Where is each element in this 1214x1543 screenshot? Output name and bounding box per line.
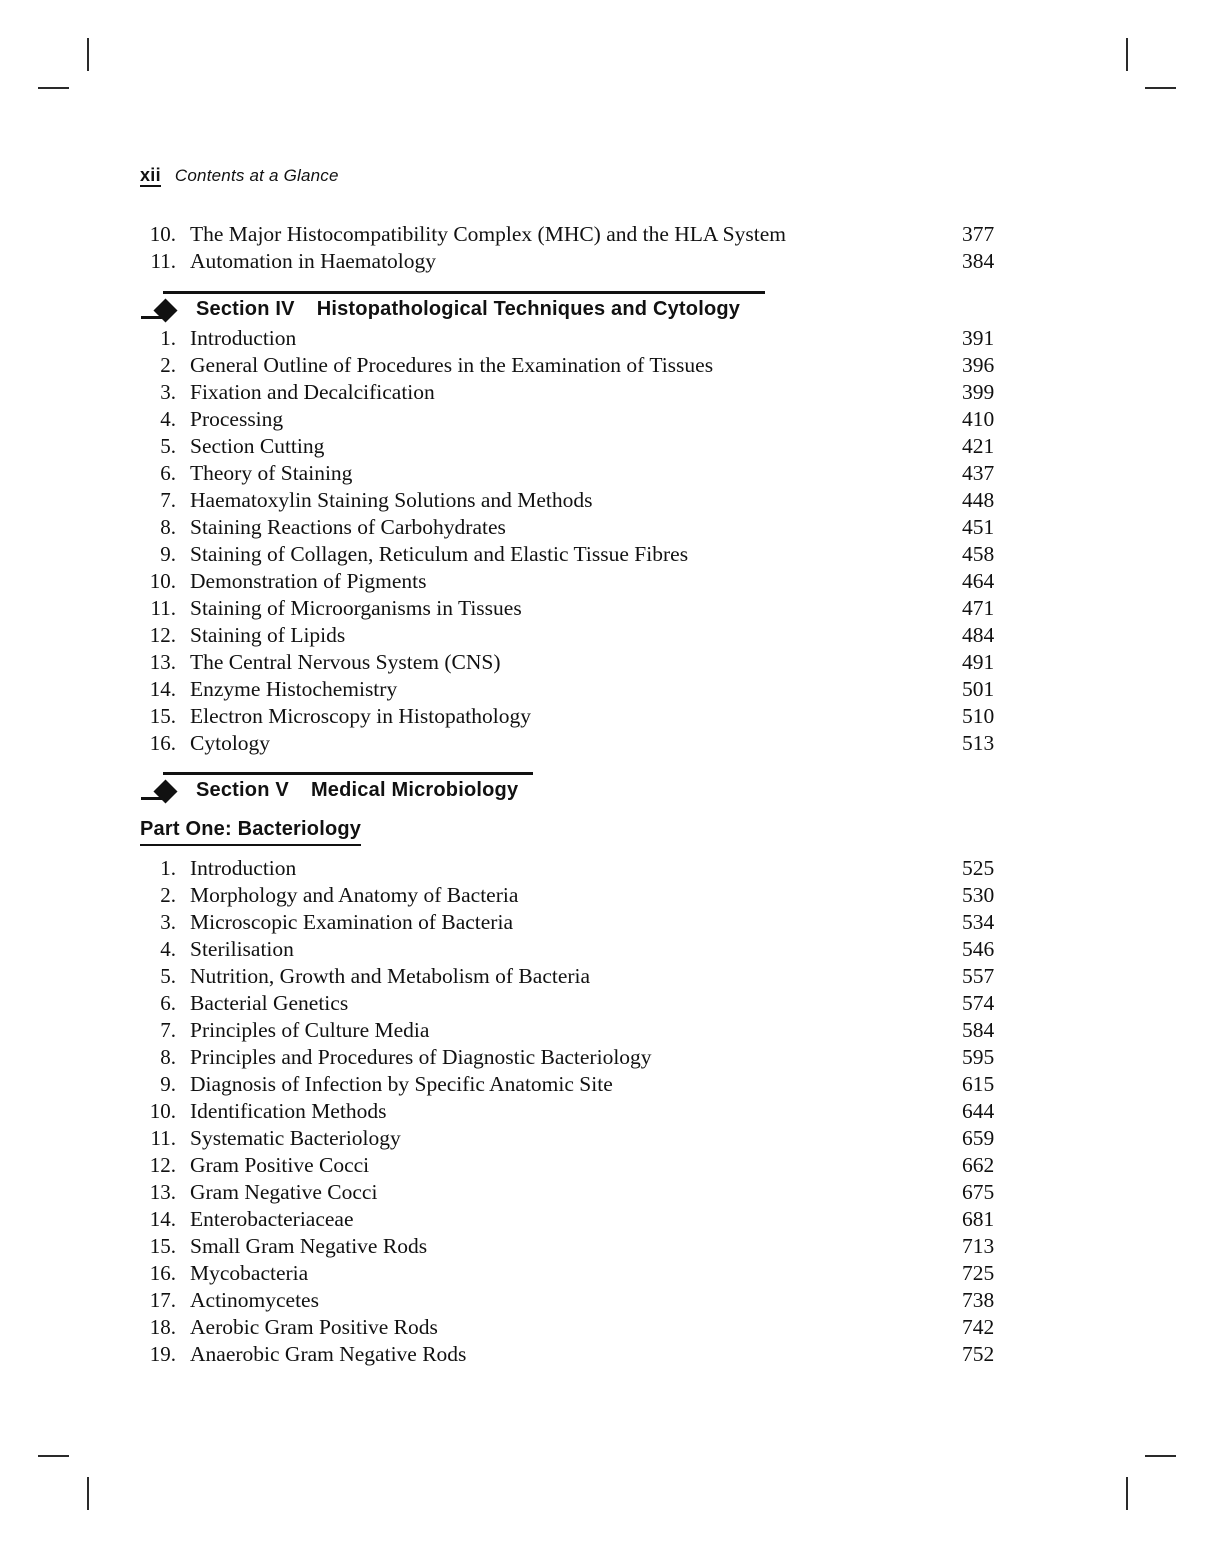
toc-entry-number: 11.	[150, 1126, 176, 1150]
toc-entry[interactable]	[0, 514, 1214, 541]
toc-entry-title: Cytology	[190, 731, 271, 755]
toc-entry-number: 5.	[160, 964, 176, 988]
toc-entry-number: 1.	[160, 856, 176, 880]
section-title: Histopathological Techniques and Cytology	[316, 298, 741, 320]
toc-entry-title: Aerobic Gram Positive Rods	[190, 1315, 438, 1339]
toc-entry-title: Introduction	[190, 856, 297, 880]
toc-entry-number: 2.	[160, 353, 176, 377]
toc-entry-page-number: 377	[962, 222, 995, 246]
toc-entry-title: Principles and Procedures of Diagnostic Bacteriology	[190, 1045, 652, 1069]
crop-mark-bottom-left-vertical	[87, 1477, 89, 1510]
toc-entry-page-number: 546	[962, 937, 995, 961]
toc-entry[interactable]	[0, 460, 1214, 487]
part-heading-bacteriology: Part One: Bacteriology	[140, 818, 361, 846]
toc-entry[interactable]	[0, 730, 1214, 757]
toc-entry-page-number: 448	[962, 488, 995, 512]
toc-entry-page-number: 681	[962, 1207, 995, 1231]
page-folio: xii	[140, 165, 161, 185]
toc-entry-title: Enzyme Histochemistry	[190, 677, 398, 701]
toc-entry[interactable]	[0, 1179, 1214, 1206]
toc-entry[interactable]	[0, 909, 1214, 936]
section-heading-text	[196, 298, 740, 321]
toc-entry-number: 1.	[160, 326, 176, 350]
crop-mark-top-left-vertical	[87, 38, 89, 71]
toc-entry-page-number: 471	[962, 596, 995, 620]
toc-entry[interactable]	[0, 325, 1214, 352]
toc-entry[interactable]	[0, 433, 1214, 460]
toc-entry-title: Gram Positive Cocci	[190, 1153, 370, 1177]
toc-entry-number: 19.	[149, 1342, 176, 1366]
toc-entry-title: Theory of Staining	[190, 461, 353, 485]
toc-entry-title: Actinomycetes	[190, 1288, 319, 1312]
toc-entry-title: Electron Microscopy in Histopathology	[190, 704, 531, 728]
toc-entry-page-number: 464	[962, 569, 995, 593]
toc-entry-number: 6.	[160, 991, 176, 1015]
toc-entry-number: 3.	[160, 380, 176, 404]
toc-entry[interactable]	[0, 622, 1214, 649]
toc-entry-number: 8.	[160, 515, 176, 539]
toc-entry-number: 16.	[149, 731, 176, 755]
toc-entry-page-number: 574	[962, 991, 995, 1015]
toc-entry-title: Sterilisation	[190, 937, 294, 961]
toc-entry-number: 14.	[149, 1207, 176, 1231]
toc-entry-number: 11.	[150, 249, 176, 273]
crop-mark-top-right-vertical	[1126, 38, 1128, 71]
toc-entry-page-number: 458	[962, 542, 995, 566]
toc-entry-title: Haematoxylin Staining Solutions and Methods	[190, 488, 593, 512]
toc-entry-page-number: 510	[962, 704, 995, 728]
toc-entry-title: Identification Methods	[190, 1099, 387, 1123]
toc-entry-number: 11.	[150, 596, 176, 620]
toc-entry-page-number: 615	[962, 1072, 995, 1096]
toc-entry-page-number: 437	[962, 461, 995, 485]
toc-entry-page-number: 713	[962, 1234, 995, 1258]
toc-entry-number: 15.	[149, 704, 176, 728]
running-head-title: Contents at a Glance	[174, 166, 339, 185]
toc-entry-title: Processing	[190, 407, 284, 431]
toc-entry-page-number: 421	[962, 434, 995, 458]
toc-entry[interactable]	[0, 1206, 1214, 1233]
toc-entry-number: 10.	[149, 1099, 176, 1123]
toc-entry[interactable]	[0, 1098, 1214, 1125]
toc-entry[interactable]	[0, 1044, 1214, 1071]
toc-entry-title: Small Gram Negative Rods	[190, 1234, 428, 1258]
toc-entry-title: Microscopic Examination of Bacteria	[190, 910, 513, 934]
toc-entry-page-number: 513	[962, 731, 995, 755]
toc-entry-number: 8.	[160, 1045, 176, 1069]
toc-entry[interactable]	[0, 649, 1214, 676]
toc-entry-page-number: 659	[962, 1126, 995, 1150]
toc-entry-page-number: 644	[962, 1099, 995, 1123]
toc-entry-number: 16.	[149, 1261, 176, 1285]
toc-entry-title: Gram Negative Cocci	[190, 1180, 378, 1204]
toc-continued-list	[0, 221, 1214, 275]
toc-entry-number: 9.	[160, 542, 176, 566]
toc-entry-title: Nutrition, Growth and Metabolism of Bacteria	[190, 964, 591, 988]
toc-entry-number: 12.	[149, 623, 176, 647]
toc-entry[interactable]	[0, 541, 1214, 568]
toc-entry[interactable]	[0, 221, 1214, 248]
toc-entry[interactable]	[0, 1233, 1214, 1260]
toc-entry-title: The Central Nervous System (CNS)	[190, 650, 501, 674]
crop-mark-top-right-horizontal	[1145, 87, 1176, 89]
toc-entry-number: 7.	[160, 1018, 176, 1042]
toc-entry-title: Demonstration of Pigments	[190, 569, 427, 593]
toc-entry-title: Bacterial Genetics	[190, 991, 349, 1015]
toc-entry[interactable]	[0, 487, 1214, 514]
toc-entry[interactable]	[0, 1287, 1214, 1314]
toc-entry[interactable]	[0, 1071, 1214, 1098]
toc-entry[interactable]	[0, 990, 1214, 1017]
toc-entry-page-number: 491	[962, 650, 995, 674]
toc-entry-page-number: 742	[962, 1315, 995, 1339]
toc-entry-title: Morphology and Anatomy of Bacteria	[190, 883, 519, 907]
toc-entry[interactable]	[0, 406, 1214, 433]
toc-entry-number: 13.	[149, 650, 176, 674]
toc-entry-page-number: 675	[962, 1180, 995, 1204]
crop-mark-bottom-left-horizontal	[38, 1455, 69, 1457]
diamond-bullet-icon	[141, 300, 187, 324]
section-header-v	[0, 772, 1214, 812]
toc-entry-page-number: 534	[962, 910, 995, 934]
section-number: Section IV	[196, 298, 295, 320]
toc-entry-number: 5.	[160, 434, 176, 458]
crop-mark-bottom-right-horizontal	[1145, 1455, 1176, 1457]
toc-entry-page-number: 396	[962, 353, 995, 377]
toc-entry-page-number: 662	[962, 1153, 995, 1177]
toc-entry-title: General Outline of Procedures in the Examination of Tissues	[190, 353, 714, 377]
toc-entry-number: 18.	[149, 1315, 176, 1339]
toc-entry-number: 13.	[149, 1180, 176, 1204]
toc-entry-title: Staining of Collagen, Reticulum and Elastic Tissue Fibres	[190, 542, 689, 566]
toc-entry-number: 4.	[160, 937, 176, 961]
toc-entry[interactable]	[0, 248, 1214, 275]
toc-entry[interactable]	[0, 882, 1214, 909]
toc-entry-title: Systematic Bacteriology	[190, 1126, 401, 1150]
toc-entry[interactable]	[0, 855, 1214, 882]
toc-entry-title: Anaerobic Gram Negative Rods	[190, 1342, 467, 1366]
toc-entry[interactable]	[0, 379, 1214, 406]
toc-entry[interactable]	[0, 1152, 1214, 1179]
section-rule	[163, 291, 765, 294]
toc-bacteriology-list	[0, 855, 1214, 1368]
toc-entry[interactable]	[0, 936, 1214, 963]
toc-entry-page-number: 399	[962, 380, 995, 404]
toc-entry-title: Principles of Culture Media	[190, 1018, 430, 1042]
toc-section-iv-list	[0, 325, 1214, 757]
toc-entry-title: Fixation and Decalcification	[190, 380, 435, 404]
toc-entry-page-number: 584	[962, 1018, 995, 1042]
toc-entry-number: 9.	[160, 1072, 176, 1096]
toc-entry[interactable]	[0, 1260, 1214, 1287]
section-title: Medical Microbiology	[310, 779, 519, 801]
toc-entry-title: Automation in Haematology	[190, 249, 437, 273]
crop-mark-top-left-horizontal	[38, 87, 69, 89]
toc-entry-page-number: 530	[962, 883, 995, 907]
toc-entry-page-number: 738	[962, 1288, 995, 1312]
toc-entry-page-number: 391	[962, 326, 995, 350]
toc-entry[interactable]	[0, 1314, 1214, 1341]
running-head	[140, 166, 339, 187]
toc-entry[interactable]	[0, 595, 1214, 622]
toc-entry[interactable]	[0, 1017, 1214, 1044]
toc-entry-page-number: 451	[962, 515, 995, 539]
toc-entry[interactable]	[0, 568, 1214, 595]
toc-entry-title: Mycobacteria	[190, 1261, 309, 1285]
crop-mark-bottom-right-vertical	[1126, 1477, 1128, 1510]
toc-entry-number: 17.	[149, 1288, 176, 1312]
toc-entry-title: Staining of Microorganisms in Tissues	[190, 596, 522, 620]
section-number: Section V	[196, 779, 289, 801]
toc-entry-number: 2.	[160, 883, 176, 907]
toc-entry-page-number: 410	[962, 407, 995, 431]
toc-entry-number: 6.	[160, 461, 176, 485]
toc-entry-page-number: 557	[962, 964, 995, 988]
toc-entry-number: 4.	[160, 407, 176, 431]
toc-entry-title: Diagnosis of Infection by Specific Anatomic Site	[190, 1072, 613, 1096]
toc-entry-title: Introduction	[190, 326, 297, 350]
toc-entry-number: 10.	[149, 222, 176, 246]
toc-entry-title: Staining of Lipids	[190, 623, 346, 647]
toc-entry-number: 10.	[149, 569, 176, 593]
toc-entry-page-number: 501	[962, 677, 995, 701]
toc-entry[interactable]	[0, 963, 1214, 990]
toc-entry-number: 14.	[149, 677, 176, 701]
toc-entry-number: 12.	[149, 1153, 176, 1177]
toc-entry-number: 3.	[160, 910, 176, 934]
toc-entry[interactable]	[0, 352, 1214, 379]
toc-entry-number: 15.	[149, 1234, 176, 1258]
toc-entry-page-number: 595	[962, 1045, 995, 1069]
toc-entry-page-number: 384	[962, 249, 995, 273]
toc-entry-title: The Major Histocompatibility Complex (MHC) and the HLA System	[190, 222, 786, 246]
toc-entry[interactable]	[0, 1341, 1214, 1368]
toc-entry-page-number: 525	[962, 856, 995, 880]
toc-entry-title: Enterobacteriaceae	[190, 1207, 354, 1231]
section-rule	[163, 772, 533, 775]
toc-entry[interactable]	[0, 703, 1214, 730]
toc-entry-page-number: 484	[962, 623, 995, 647]
toc-entry-page-number: 752	[962, 1342, 995, 1366]
toc-entry-number: 7.	[160, 488, 176, 512]
toc-entry-page-number: 725	[962, 1261, 995, 1285]
diamond-bullet-icon	[141, 781, 187, 805]
toc-entry-title: Staining Reactions of Carbohydrates	[190, 515, 506, 539]
section-heading-text	[196, 779, 518, 802]
toc-entry-title: Section Cutting	[190, 434, 325, 458]
toc-entry[interactable]	[0, 1125, 1214, 1152]
toc-entry[interactable]	[0, 676, 1214, 703]
